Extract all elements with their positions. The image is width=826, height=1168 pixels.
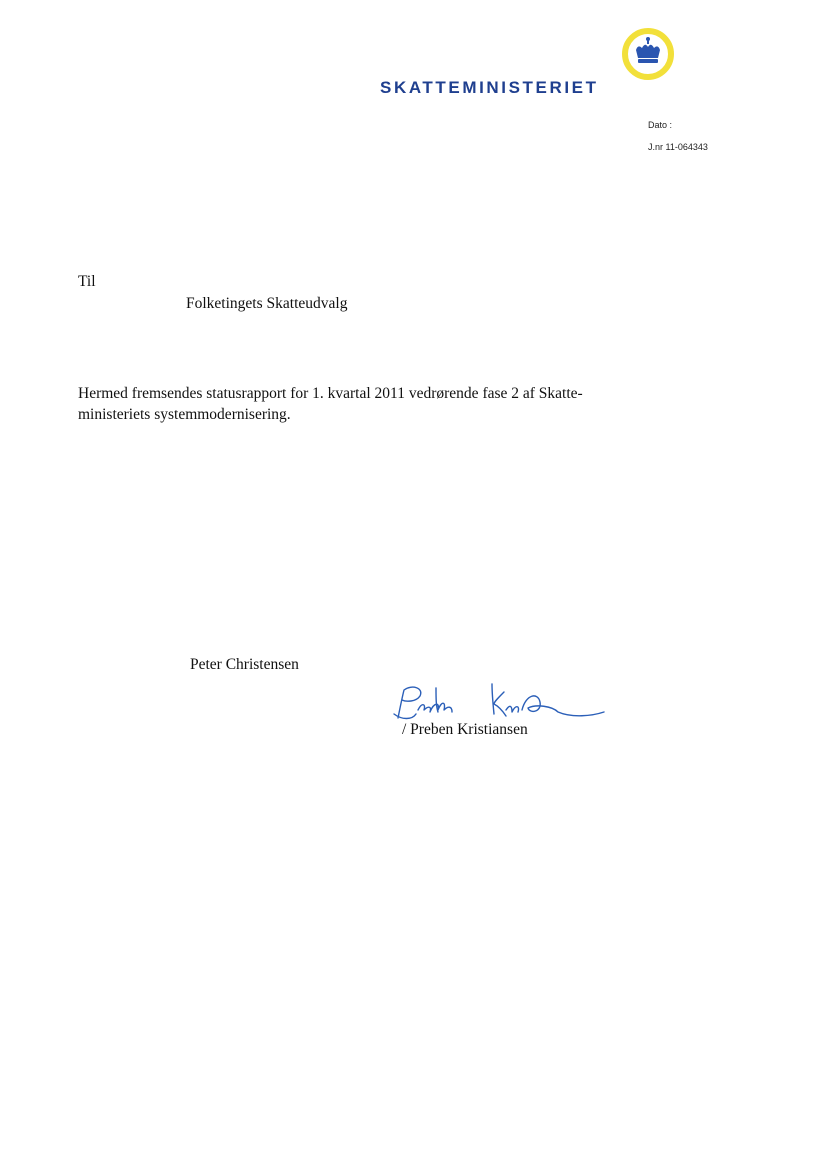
signer-name-secondary: / Preben Kristiansen xyxy=(402,721,528,738)
signer-name-primary: Peter Christensen xyxy=(190,656,299,673)
to-label: Til xyxy=(78,273,96,290)
recipient-name: Folketingets Skatteudvalg xyxy=(186,295,348,312)
date-label: Dato : xyxy=(648,120,673,130)
body-text-line: Hermed fremsendes statusrapport for 1. kvartal 2011 vedrørende fase 2 af Skatte- xyxy=(78,385,583,402)
crown-emblem-icon xyxy=(620,26,676,82)
body-text-line: ministeriets systemmodernisering. xyxy=(78,406,291,423)
journal-number: J.nr 11-064343 xyxy=(648,142,708,152)
brand-wordmark: SKATTEMINISTERIET xyxy=(380,78,599,97)
